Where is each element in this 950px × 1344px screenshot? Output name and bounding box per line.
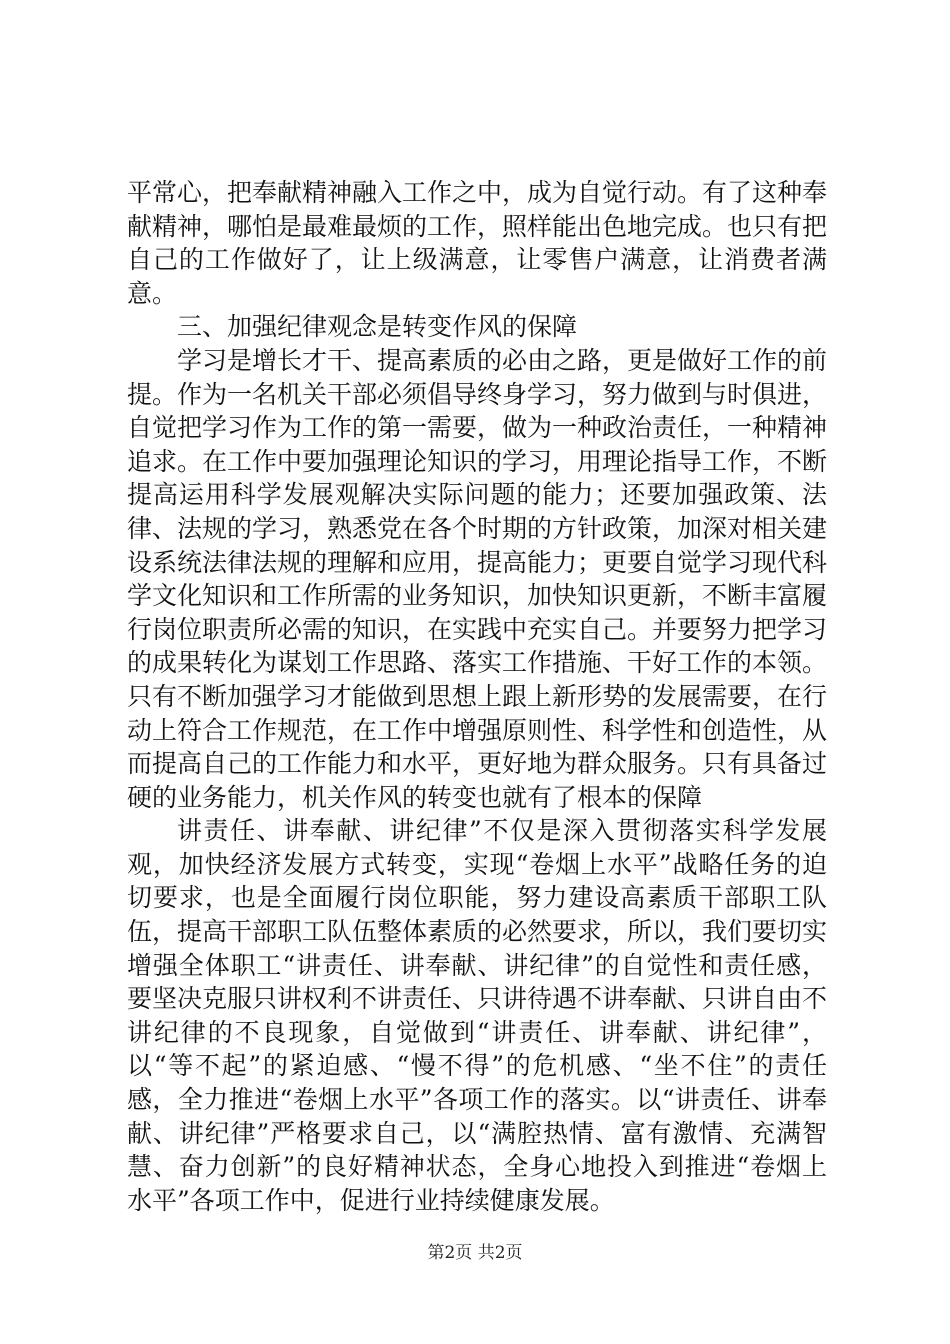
section-heading: 三、加强纪律观念是转变作风的保障 [177,312,578,342]
paragraph-learning: 学习是增长才干、提高素质的必由之路，更是做好工作的前提。作为一名机关干部必须倡导终身学习，努力做到与时俱进，自觉把学习作为工作的第一需要，做为一种政治责任，一种精神追求。在工作中要加强理论知识的学习，用理论指导工作，不断提高运用科学发展观解决实际问题的能力；还要加强政策、法律、法规的学习，熟悉党在各个时期的方针政策，加深对相关建设系统法律法规的理解和应用，提高能力；更要自觉学习现代科学文化知识和工作所需的业务知识，加快知识更新，不断丰富履行岗位职责所必需的知识，在实践中充实自己。并要努力把学习的成果转化为谋划工作思路、落实工作措施、干好工作的本领。只有不断加强学习才能做到思想上跟上新形势的发展需要，在行动上符合工作规范，在工作中增强原则性、科学性和创造性，从而提高自己的工作能力和水平，更好地为群众服务。只有具备过硬的业务能力，机关作风的转变也就有了根本的保障 [127,345,828,812]
page-footer: 第2页 共2页 [427,1243,523,1263]
document-body [127,176,827,1217]
paragraph-conclusion: 讲责任、讲奉献、讲纪律”不仅是深入贯彻落实科学发展观，加快经济发展方式转变，实现“卷烟上水平”战略任务的迫切要求，也是全面履行岗位职能，努力建设高素质干部职工队伍，提高干部职工队伍整体素质的必然要求，所以，我们要切实增强全体职工“讲责任、讲奉献、讲纪律”的自觉性和责任感，要坚决克服只讲权利不讲责任、只讲待遇不讲奉献、只讲自由不讲纪律的不良现象，自觉做到“讲责任、讲奉献、讲纪律”，以“等不起”的紧迫感、“慢不得”的危机感、“坐不住”的责任感，全力推进“卷烟上水平”各项工作的落实。以“讲责任、讲奉献、讲纪律”严格要求自己，以“满腔热情、富有激情、充满智慧、奋力创新”的良好精神状态，全身心地投入到推进“卷烟上水平”各项工作中，促进行业持续健康发展。 [127,816,828,1215]
paragraph-continuation: 平常心，把奉献精神融入工作之中，成为自觉行动。有了这种奉献精神，哪怕是最难最烦的工作，照样能出色地完成。也只有把自己的工作做好了，让上级满意，让零售户满意，让消费者满意。 [127,178,828,308]
